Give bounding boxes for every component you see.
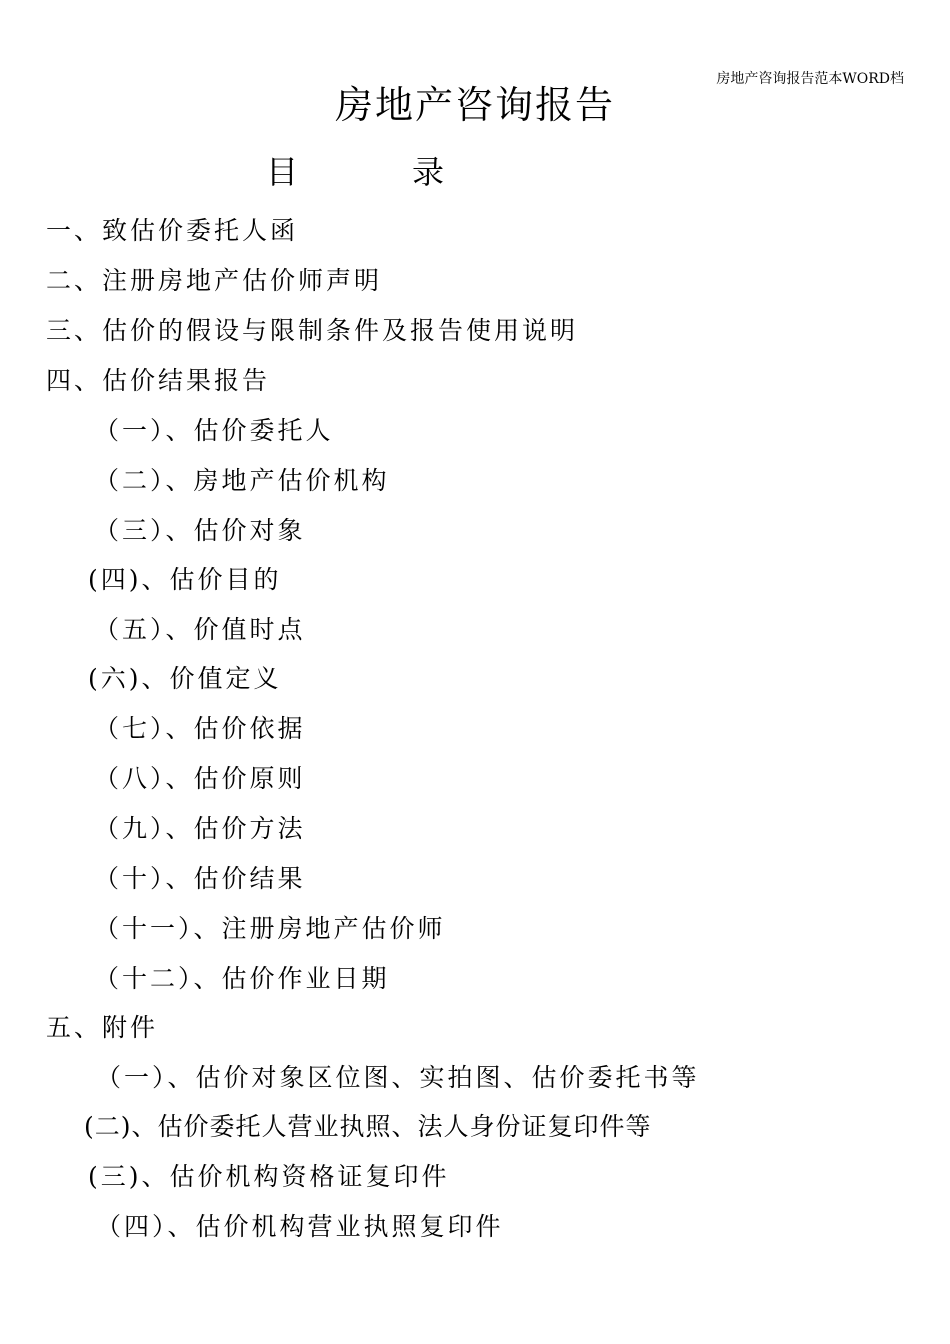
page-header: 房地产咨询报告范本WORD档 [716,71,904,87]
toc-item: （二）、房地产估价机构 [94,466,390,495]
toc-item: （七）、估价依据 [94,714,306,743]
toc-item: 二、注册房地产估价师声明 [46,266,383,295]
toc-item: （十二）、估价作业日期 [94,964,390,993]
toc-item: 三、估价的假设与限制条件及报告使用说明 [46,316,579,345]
toc-heading-char-2: 录 [412,153,445,191]
toc-item: 四、估价结果报告 [46,366,271,395]
toc-item: （一）、估价委托人 [94,416,334,445]
toc-item: (二)、估价委托人营业执照、法人身份证复印件等 [84,1112,652,1141]
toc-item: (三)、估价机构资格证复印件 [88,1162,450,1191]
toc-item: （一）、估价对象区位图、实拍图、估价委托书等 [96,1063,700,1092]
toc-item: （五）、价值时点 [94,615,306,644]
toc-item: （十一）、注册房地产估价师 [94,914,446,943]
toc-item: 一、致估价委托人函 [46,216,299,245]
document-title: 房地产咨询报告 [334,83,615,127]
toc-item: （九）、估价方法 [94,814,306,843]
toc-item: (四)、估价目的 [88,565,282,594]
toc-item: （八）、估价原则 [94,764,306,793]
toc-item: （四）、估价机构营业执照复印件 [96,1212,504,1241]
toc-item: （十）、估价结果 [94,864,306,893]
toc-heading-char-1: 目 [266,153,299,191]
toc-item: （三）、估价对象 [94,516,306,545]
toc-item: (六)、价值定义 [88,664,282,693]
toc-item: 五、附件 [46,1013,159,1042]
